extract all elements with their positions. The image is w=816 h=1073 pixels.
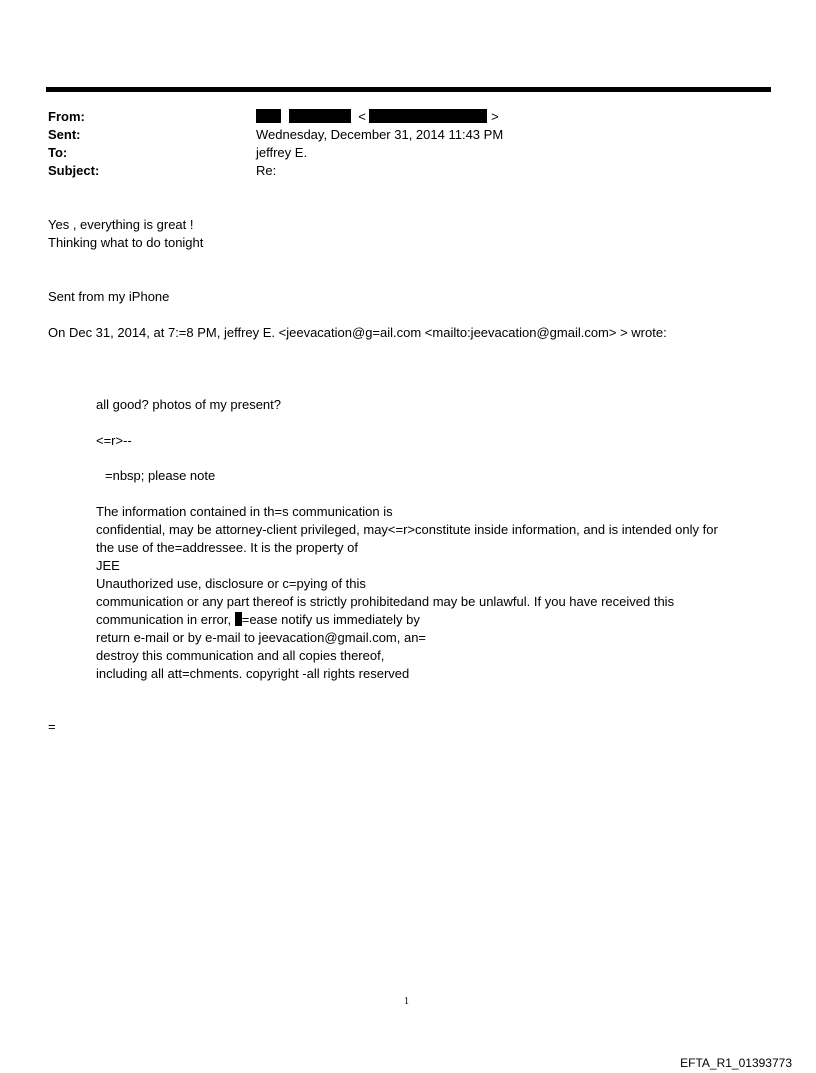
quoted-line-2: <=r>-- (96, 433, 132, 448)
from-label: From: (48, 109, 85, 124)
to-value: jeffrey E. (256, 145, 308, 160)
signature-line: Sent from my iPhone (48, 289, 170, 304)
disclaimer-line: JEE (96, 558, 120, 573)
disclaimer-line: the use of the=addressee. It is the property of (96, 540, 358, 555)
from-angle-close: > (491, 109, 499, 124)
disclaimer-error-post: =ease notify us immediately by (241, 612, 420, 627)
redaction-block (235, 612, 242, 626)
disclaimer-line: including all att=chments. copyright -all rights reserved (96, 666, 410, 681)
disclaimer-line: destroy this communication and all copies thereof, (96, 648, 385, 663)
disclaimer-line: Unauthorized use, disclosure or c=pying of this (96, 576, 366, 591)
redaction-block (289, 109, 351, 123)
quoted-line-3: =nbsp; please note (105, 468, 216, 483)
from-value (256, 108, 499, 126)
body-line-2: Thinking what to do tonight (48, 235, 204, 250)
disclaimer-error-line (96, 611, 420, 629)
redaction-block (369, 109, 487, 123)
disclaimer-line: return e-mail or by e-mail to jeevacation@gmail.com, an= (96, 630, 427, 645)
disclaimer-line: communication or any part thereof is strictly prohibitedand may be unlawful. If you have received this (96, 594, 675, 609)
subject-value: Re: (256, 163, 277, 178)
reply-intro: On Dec 31, 2014, at 7:=8 PM, jeffrey E. <jeevacation@g=ail.com <mailto:jeevacation@gmail.com> > wrote: (48, 325, 667, 340)
body-line-1: Yes , everything is great ! (48, 217, 194, 232)
page-number: 1 (404, 996, 409, 1007)
to-label: To: (48, 145, 68, 160)
document-id: EFTA_R1_01393773 (680, 1056, 792, 1070)
subject-label: Subject: (48, 163, 100, 178)
quoted-line-1: all good? photos of my present? (96, 397, 282, 412)
disclaimer-error-pre: communication in error, (96, 612, 235, 627)
trailing-equals: = (48, 719, 56, 734)
from-angle-open: < (358, 109, 366, 124)
sent-value: Wednesday, December 31, 2014 11:43 PM (256, 127, 504, 142)
disclaimer-line: The information contained in th=s communication is (96, 504, 393, 519)
sent-label: Sent: (48, 127, 81, 142)
disclaimer-line: confidential, may be attorney-client privileged, may<=r>constitute inside information, and is intended only for (96, 522, 718, 537)
redaction-block (256, 109, 281, 123)
top-rule (46, 87, 771, 92)
